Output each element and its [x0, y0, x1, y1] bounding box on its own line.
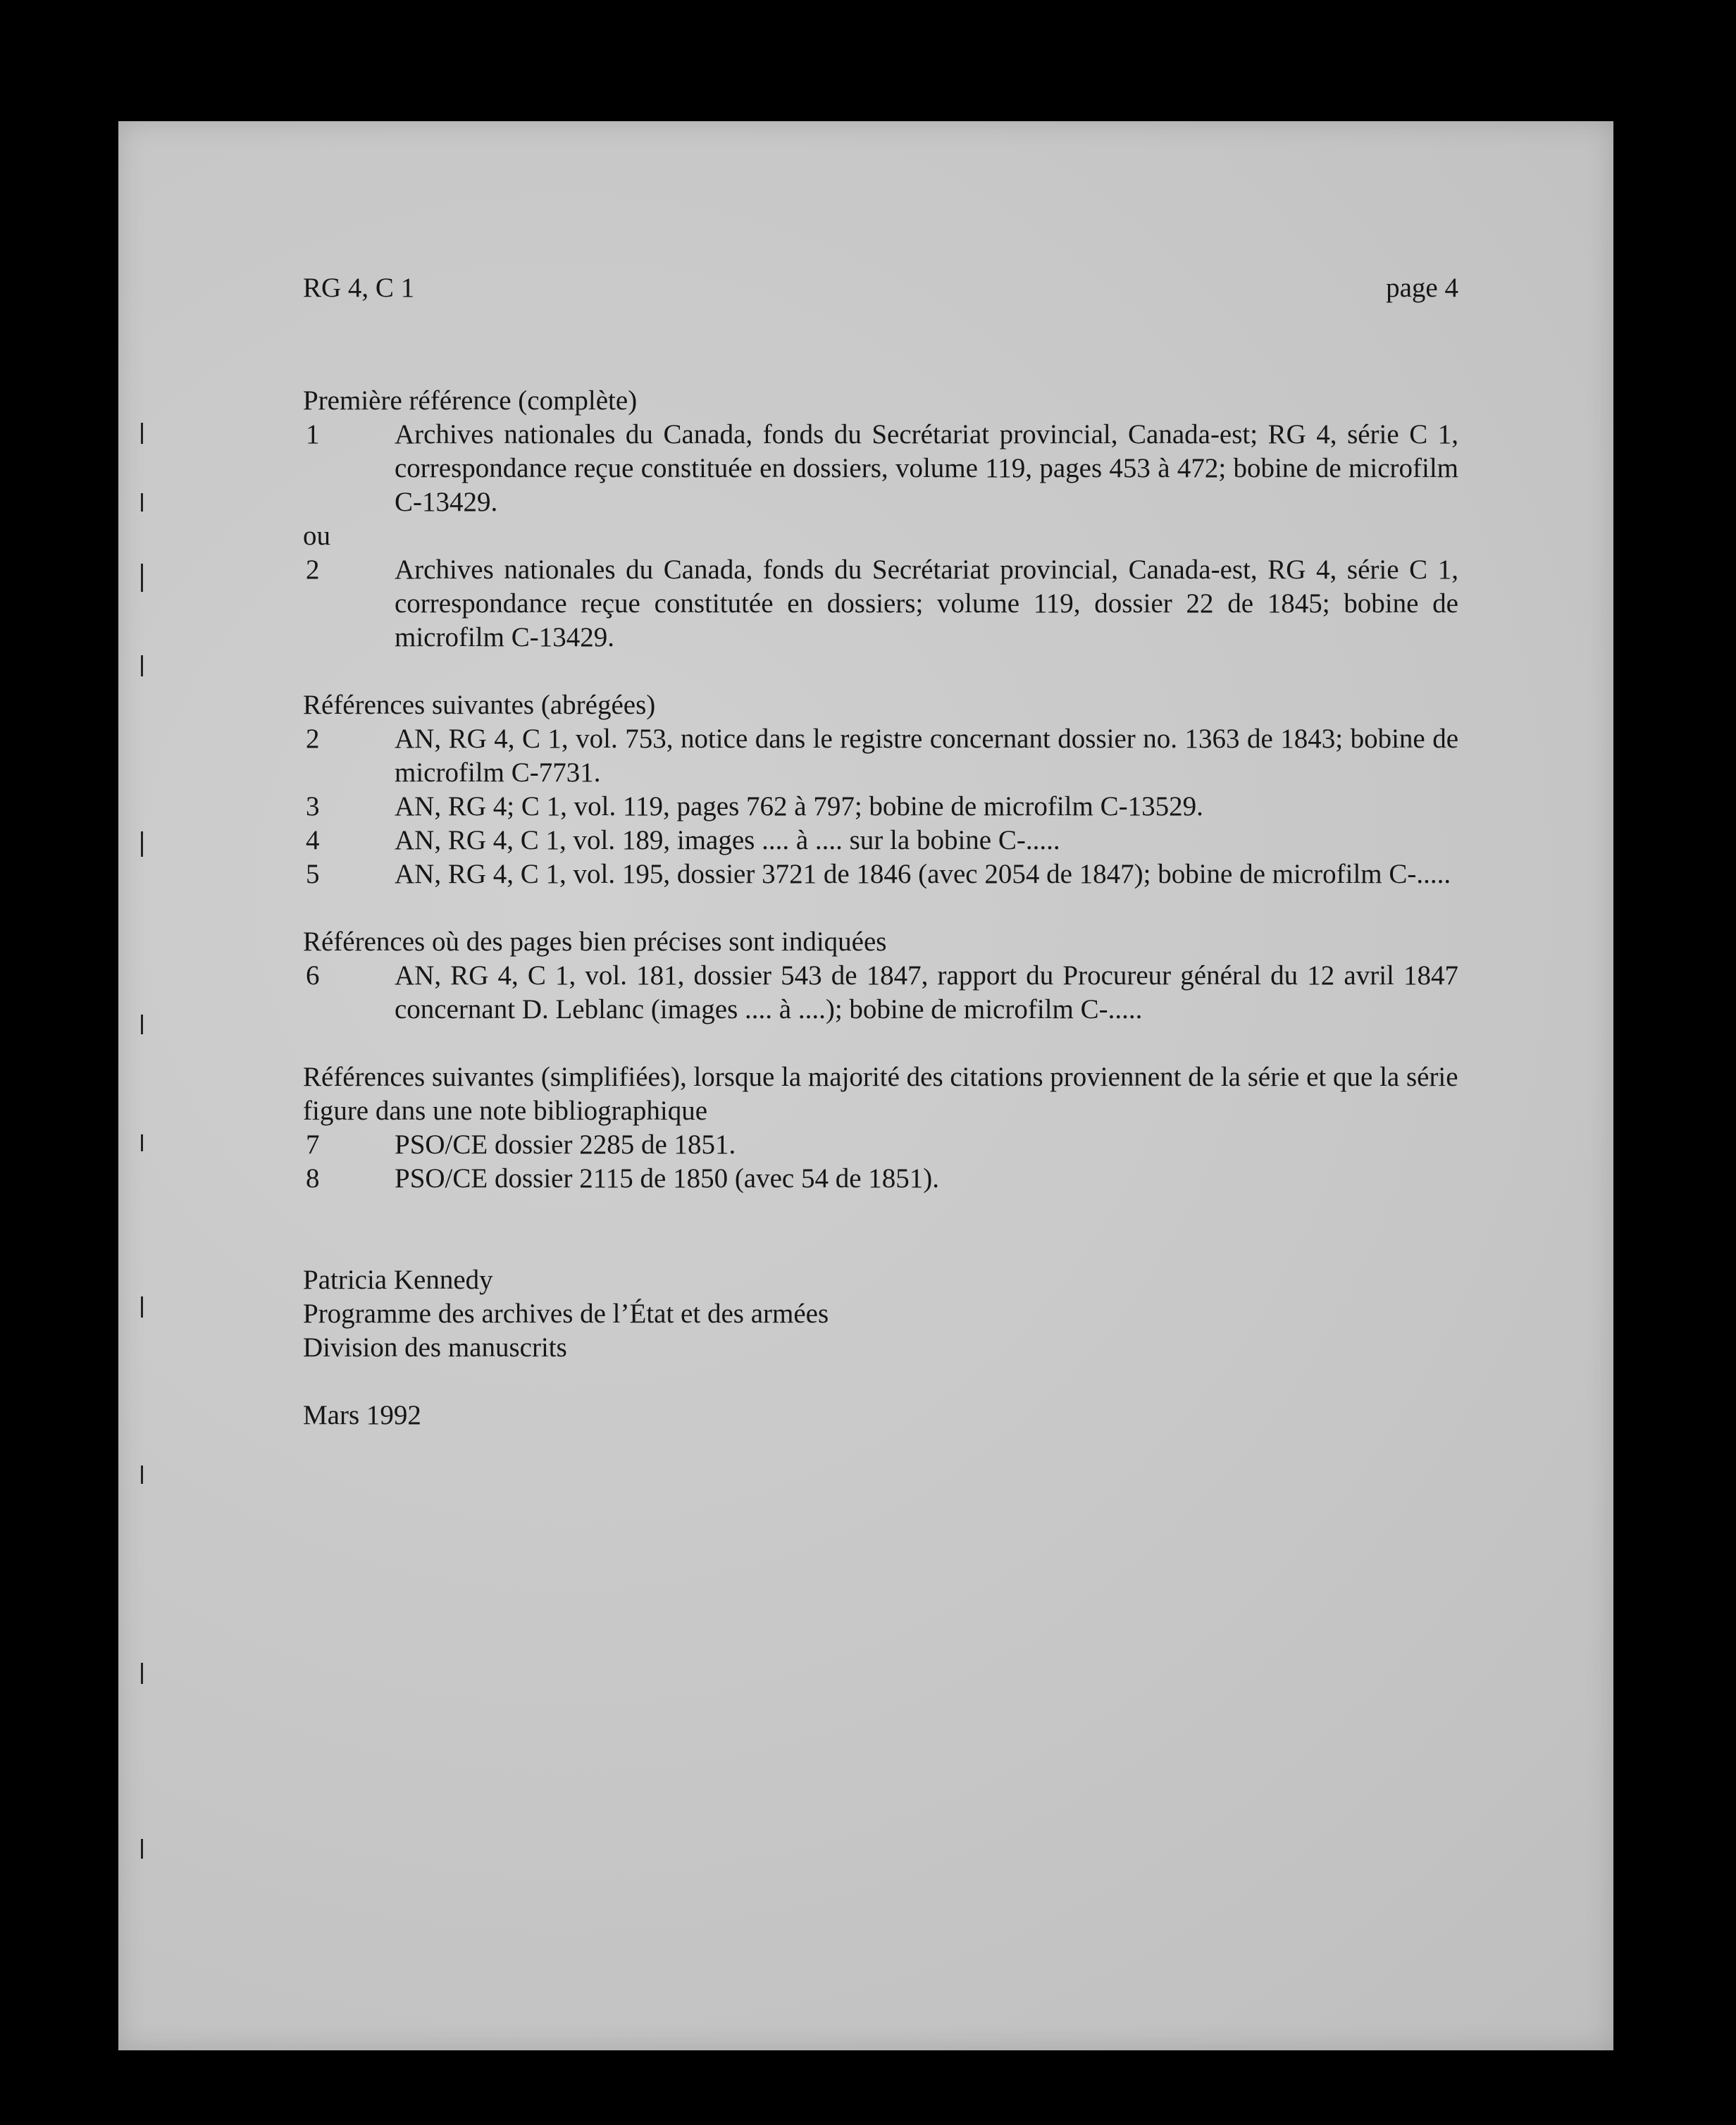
entry-number: 2 [306, 555, 320, 585]
entry-number: 5 [306, 859, 320, 889]
reference-entry [303, 722, 1458, 790]
entry-number: 7 [306, 1129, 320, 1160]
page-header [303, 271, 1458, 314]
author-program: Programme des archives de l’État et des armées [303, 1299, 829, 1329]
author-name: Patricia Kennedy [303, 1265, 493, 1295]
signature-block [303, 1263, 1458, 1365]
entry-text: AN, RG 4, C 1, vol. 189, images .... à .... sur la bobine C-..... [395, 825, 1060, 855]
entry-number: 4 [306, 825, 320, 855]
reference-entry [303, 824, 1458, 857]
entry-text: Archives nationales du Canada, fonds du Secrétariat provincial, Canada-est, RG 4, série C 1, correspondance reçue constitutée en dossiers; volume 119, dossier 22 de 1845; bobine de microfilm C-13429. [395, 555, 1458, 652]
entry-text: AN, RG 4, C 1, vol. 753, notice dans le registre concernant dossier no. 1363 de 1843; bobine de microfilm C-7731. [395, 724, 1458, 788]
section-title: Références où des pages bien précises sont indiquées [303, 927, 887, 957]
entry-text: AN, RG 4, C 1, vol. 195, dossier 3721 de 1846 (avec 2054 de 1847); bobine de microfilm C-..... [395, 859, 1451, 889]
header-reference: RG 4, C 1 [303, 273, 415, 303]
entry-number: 6 [306, 960, 320, 991]
section-abbreviated-references [303, 688, 1458, 891]
reference-entry [303, 1128, 1458, 1162]
document-content [303, 271, 1458, 1432]
reference-entry [303, 553, 1458, 655]
entry-number: 3 [306, 791, 320, 822]
reference-entry [303, 857, 1458, 891]
entry-text: Archives nationales du Canada, fonds du Secrétariat provincial, Canada-est; RG 4, série C 1, correspondance reçue constituée en dossiers, volume 119, pages 453 à 472; bobine de microfilm C-13429. [395, 419, 1458, 517]
document-date: Mars 1992 [303, 1400, 421, 1430]
entry-number: 1 [306, 419, 320, 450]
entry-text: PSO/CE dossier 2115 de 1850 (avec 54 de 1851). [395, 1163, 940, 1194]
section-precise-pages [303, 925, 1458, 1027]
scan-edge-marks [141, 395, 144, 1980]
section-title: Références suivantes (abrégées) [303, 690, 656, 720]
reference-entry [303, 418, 1458, 519]
author-division: Division des manuscrits [303, 1332, 567, 1363]
section-first-reference [303, 384, 1458, 655]
entry-text: AN, RG 4; C 1, vol. 119, pages 762 à 797; bobine de microfilm C-13529. [395, 791, 1203, 822]
entry-text: PSO/CE dossier 2285 de 1851. [395, 1129, 736, 1160]
section-simplified-references [303, 1060, 1458, 1196]
reference-entry [303, 1162, 1458, 1196]
entry-number: 2 [306, 724, 320, 754]
section-title: Références suivantes (simplifiées), lorsque la majorité des citations proviennent de la série et que la série figure dans une note bibliographique [303, 1062, 1458, 1126]
section-title: Première référence (complète) [303, 385, 638, 416]
reference-entry [303, 959, 1458, 1027]
entry-number: 8 [306, 1163, 320, 1194]
page-number: page 4 [1386, 273, 1458, 303]
entry-text: AN, RG 4, C 1, vol. 181, dossier 543 de 1847, rapport du Procureur général du 12 avril 1847 concernant D. Leblanc (images .... à ....); bobine de microfilm C-..... [395, 960, 1458, 1024]
reference-entry [303, 790, 1458, 824]
separator-text: ou [303, 521, 330, 551]
